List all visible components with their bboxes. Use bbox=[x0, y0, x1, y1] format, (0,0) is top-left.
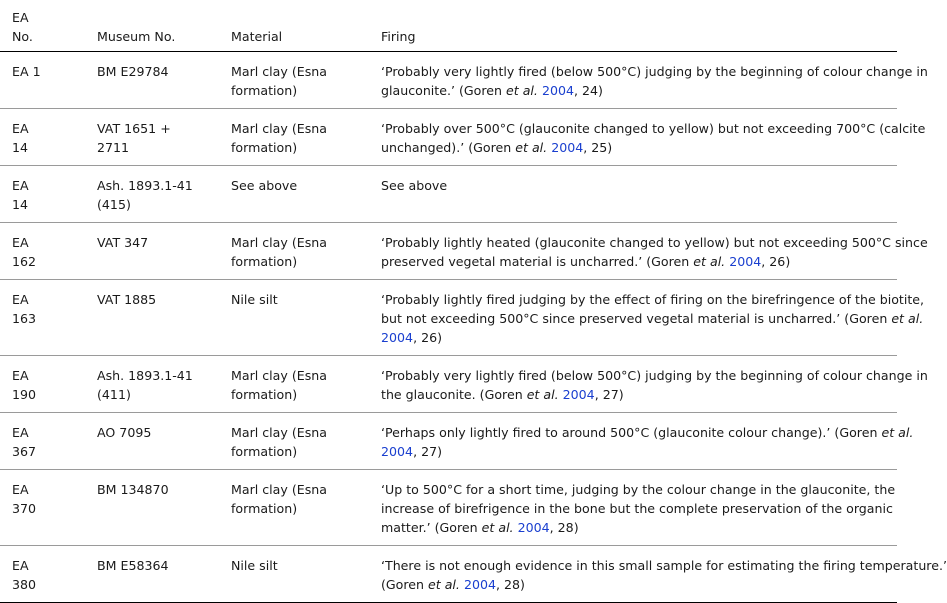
firing-text: but not exceeding 500°C since preserved vegetal material is uncharred.’ (Goren bbox=[381, 311, 892, 326]
firing-text: , 26) bbox=[413, 330, 443, 345]
ea-no-cell-line: EA 1 bbox=[12, 64, 41, 79]
firing-line bbox=[381, 366, 928, 385]
firing-text: , 28) bbox=[549, 520, 579, 535]
material-cell-line: Marl clay (Esna bbox=[231, 368, 327, 383]
table-row bbox=[0, 413, 897, 470]
table-row bbox=[0, 223, 897, 280]
et-al-text: et al. bbox=[481, 520, 514, 535]
firing-cell bbox=[369, 280, 925, 356]
museum-no-cell-line: BM E58364 bbox=[97, 558, 169, 573]
material-cell-line: Marl clay (Esna bbox=[231, 121, 327, 136]
firing-text: the glauconite. (Goren bbox=[381, 387, 527, 402]
citation-year-link[interactable]: 2004 bbox=[729, 254, 762, 269]
et-al-text: et al. bbox=[428, 577, 460, 592]
ea-no-cell bbox=[0, 356, 85, 413]
firing-text: (Goren bbox=[381, 577, 429, 592]
et-al-text: et al. bbox=[515, 140, 548, 155]
ea-no-cell bbox=[0, 223, 85, 280]
citation-year-link[interactable]: 2004 bbox=[463, 577, 497, 592]
header-row bbox=[0, 0, 897, 52]
museum-no-cell bbox=[85, 470, 219, 546]
museum-no-cell-line: BM E29784 bbox=[97, 64, 169, 79]
ea-no-cell bbox=[0, 470, 85, 546]
firing-text: , 28) bbox=[496, 577, 525, 592]
et-al-text: et al. bbox=[526, 387, 559, 402]
firing-cell bbox=[369, 356, 928, 413]
material-cell bbox=[219, 470, 369, 546]
firing-line bbox=[381, 328, 897, 347]
museum-no-cell-line: BM 134870 bbox=[97, 482, 169, 497]
ea-no-cell-line: 162 bbox=[12, 254, 37, 269]
firing-cell bbox=[369, 223, 928, 280]
material-cell bbox=[219, 223, 369, 280]
museum-no-cell-line: Ash. 1893.1-41 bbox=[97, 178, 193, 193]
table-body bbox=[0, 52, 947, 603]
material-cell-line: Nile silt bbox=[231, 292, 278, 307]
citation-year-link[interactable]: 2004 bbox=[381, 330, 414, 345]
ea-no-cell-line: EA bbox=[12, 292, 29, 307]
et-al-text: et al. bbox=[881, 425, 914, 440]
firing-line bbox=[381, 62, 928, 81]
ea-no-cell-line: 14 bbox=[12, 140, 29, 155]
firing-text: , 27) bbox=[413, 444, 443, 459]
museum-no-cell-line: (415) bbox=[97, 197, 131, 212]
table-row bbox=[0, 356, 897, 413]
table-row bbox=[0, 470, 897, 546]
museum-no-cell bbox=[85, 166, 219, 223]
ea-no-cell bbox=[0, 546, 85, 603]
table-row bbox=[0, 109, 897, 166]
firing-text: ‘Probably lightly fired judging by the effect of firing on the birefringence of the biotite, bbox=[381, 292, 925, 307]
material-cell bbox=[219, 280, 369, 356]
header-firing: Firing bbox=[381, 29, 416, 44]
firing-text: , 25) bbox=[583, 140, 613, 155]
firing-line bbox=[381, 575, 897, 594]
ea-no-cell-line: EA bbox=[12, 121, 29, 136]
material-cell-line: Nile silt bbox=[231, 558, 278, 573]
ea-no-cell-line: 14 bbox=[12, 197, 29, 212]
firing-text: ‘Probably very lightly fired (below 500°C) judging by the beginning of colour change in bbox=[381, 64, 928, 79]
firing-text: increase of birefrigence in the bone but the complete preservation of the organic bbox=[381, 501, 893, 516]
ea-no-cell-line: EA bbox=[12, 425, 29, 440]
ea-no-cell-line: EA bbox=[12, 368, 29, 383]
material-cell bbox=[219, 413, 369, 470]
museum-no-cell bbox=[85, 223, 219, 280]
firing-cell bbox=[369, 546, 947, 603]
firing-text: preserved vegetal material is uncharred.’ (Goren bbox=[381, 254, 694, 269]
firing-line bbox=[381, 518, 897, 537]
museum-no-cell-line: AO 7095 bbox=[97, 425, 152, 440]
firing-text: unchanged).’ (Goren bbox=[381, 140, 516, 155]
museum-no-cell-line: VAT 347 bbox=[97, 235, 149, 250]
table-row bbox=[0, 166, 897, 223]
table-row bbox=[0, 52, 897, 109]
firing-line bbox=[381, 81, 897, 100]
ea-no-cell bbox=[0, 109, 85, 166]
firing-text: , 26) bbox=[761, 254, 791, 269]
ea-no-cell-line: 370 bbox=[12, 501, 37, 516]
material-cell-line: Marl clay (Esna bbox=[231, 235, 327, 250]
header-ea-no-line: EA bbox=[12, 10, 29, 25]
firing-text: ‘Probably lightly heated (glauconite changed to yellow) but not exceeding 500°C since bbox=[381, 235, 928, 250]
ea-no-cell bbox=[0, 166, 85, 223]
firing-line bbox=[381, 138, 897, 157]
firing-text: glauconite.’ (Goren bbox=[381, 83, 507, 98]
firing-text: , 27) bbox=[594, 387, 624, 402]
firing-line bbox=[381, 309, 924, 328]
firing-text: matter.’ (Goren bbox=[381, 520, 482, 535]
museum-no-cell-line: VAT 1885 bbox=[97, 292, 157, 307]
firing-cell bbox=[369, 109, 926, 166]
firing-line bbox=[381, 480, 897, 499]
header-museum-no: Museum No. bbox=[97, 29, 176, 44]
ea-no-cell-line: 163 bbox=[12, 311, 37, 326]
material-cell bbox=[219, 356, 369, 413]
museum-no-cell bbox=[85, 356, 219, 413]
museum-no-cell-line: VAT 1651 + bbox=[97, 121, 171, 136]
material-cell-line: formation) bbox=[231, 254, 298, 269]
firing-line bbox=[381, 423, 914, 442]
header-ea-no-line: No. bbox=[12, 29, 33, 44]
table-header bbox=[0, 0, 897, 52]
ea-no-cell bbox=[0, 413, 85, 470]
et-al-text: et al. bbox=[891, 311, 924, 326]
firing-text: ‘Perhaps only lightly fired to around 500°C (glauconite colour change).’ (Goren bbox=[381, 425, 882, 440]
citation-year-link[interactable]: 2004 bbox=[562, 387, 595, 402]
firing-text: ‘Probably very lightly fired (below 500°C) judging by the beginning of colour change in bbox=[381, 368, 928, 383]
material-cell-line: formation) bbox=[231, 83, 298, 98]
firing-text: ‘Probably over 500°C (glauconite changed to yellow) but not exceeding 700°C (calcite bbox=[381, 121, 926, 136]
ea-no-cell-line: EA bbox=[12, 482, 29, 497]
et-al-text: et al. bbox=[693, 254, 726, 269]
citation-year-link[interactable]: 2004 bbox=[381, 444, 414, 459]
museum-no-cell bbox=[85, 280, 219, 356]
ea-no-cell bbox=[0, 280, 85, 356]
firing-line bbox=[381, 385, 897, 404]
firing-line bbox=[381, 252, 897, 271]
firing-line bbox=[381, 119, 926, 138]
material-cell bbox=[219, 166, 369, 223]
firing-line bbox=[381, 176, 897, 195]
header-material: Material bbox=[231, 29, 283, 44]
table-row bbox=[0, 280, 897, 356]
firing-line bbox=[381, 442, 897, 461]
ea-no-cell-line: 190 bbox=[12, 387, 37, 402]
material-cell-line: formation) bbox=[231, 387, 298, 402]
firing-cell bbox=[369, 470, 897, 546]
material-cell-line: formation) bbox=[231, 140, 298, 155]
material-cell-line: Marl clay (Esna bbox=[231, 425, 327, 440]
firing-text: ‘Up to 500°C for a short time, judging by the colour change in the glauconite, the bbox=[381, 482, 896, 497]
ea-no-cell-line: EA bbox=[12, 235, 29, 250]
table-row bbox=[0, 546, 897, 603]
et-al-text: et al. bbox=[506, 83, 538, 98]
museum-no-cell bbox=[85, 413, 219, 470]
firing-line bbox=[381, 233, 928, 252]
ea-no-cell-line: 367 bbox=[12, 444, 37, 459]
ea-no-cell-line: EA bbox=[12, 178, 29, 193]
firing-line bbox=[381, 556, 947, 575]
firing-text: ‘There is not enough evidence in this small sample for estimating the firing temperature.’ bbox=[381, 558, 947, 573]
museum-no-cell-line: (411) bbox=[97, 387, 131, 402]
museum-no-cell bbox=[85, 546, 219, 603]
ea-no-cell bbox=[0, 52, 85, 109]
citation-year-link[interactable]: 2004 bbox=[517, 520, 550, 535]
header-ea-no bbox=[0, 0, 85, 52]
material-cell-line: Marl clay (Esna bbox=[231, 64, 327, 79]
museum-no-cell bbox=[85, 109, 219, 166]
firing-cell bbox=[369, 413, 914, 470]
museum-no-cell bbox=[85, 52, 219, 109]
material-cell bbox=[219, 109, 369, 166]
museum-no-cell-line: Ash. 1893.1-41 bbox=[97, 368, 193, 383]
ea-no-cell-line: 380 bbox=[12, 577, 37, 592]
firing-cell bbox=[369, 52, 928, 109]
firing-line bbox=[381, 290, 925, 309]
material-cell-line: Marl clay (Esna bbox=[231, 482, 327, 497]
citation-year-link[interactable]: 2004 bbox=[541, 83, 575, 98]
firing-text: See above bbox=[381, 178, 448, 193]
museum-no-cell-line: 2711 bbox=[97, 140, 130, 155]
ea-no-cell-line: EA bbox=[12, 558, 29, 573]
material-cell-line: See above bbox=[231, 178, 298, 193]
material-cell-line: formation) bbox=[231, 501, 298, 516]
material-cell bbox=[219, 546, 369, 603]
firing-line bbox=[381, 499, 897, 518]
citation-year-link[interactable]: 2004 bbox=[551, 140, 584, 155]
firing-cell bbox=[369, 166, 897, 223]
material-cell bbox=[219, 52, 369, 109]
material-cell-line: formation) bbox=[231, 444, 298, 459]
firing-text: , 24) bbox=[574, 83, 603, 98]
